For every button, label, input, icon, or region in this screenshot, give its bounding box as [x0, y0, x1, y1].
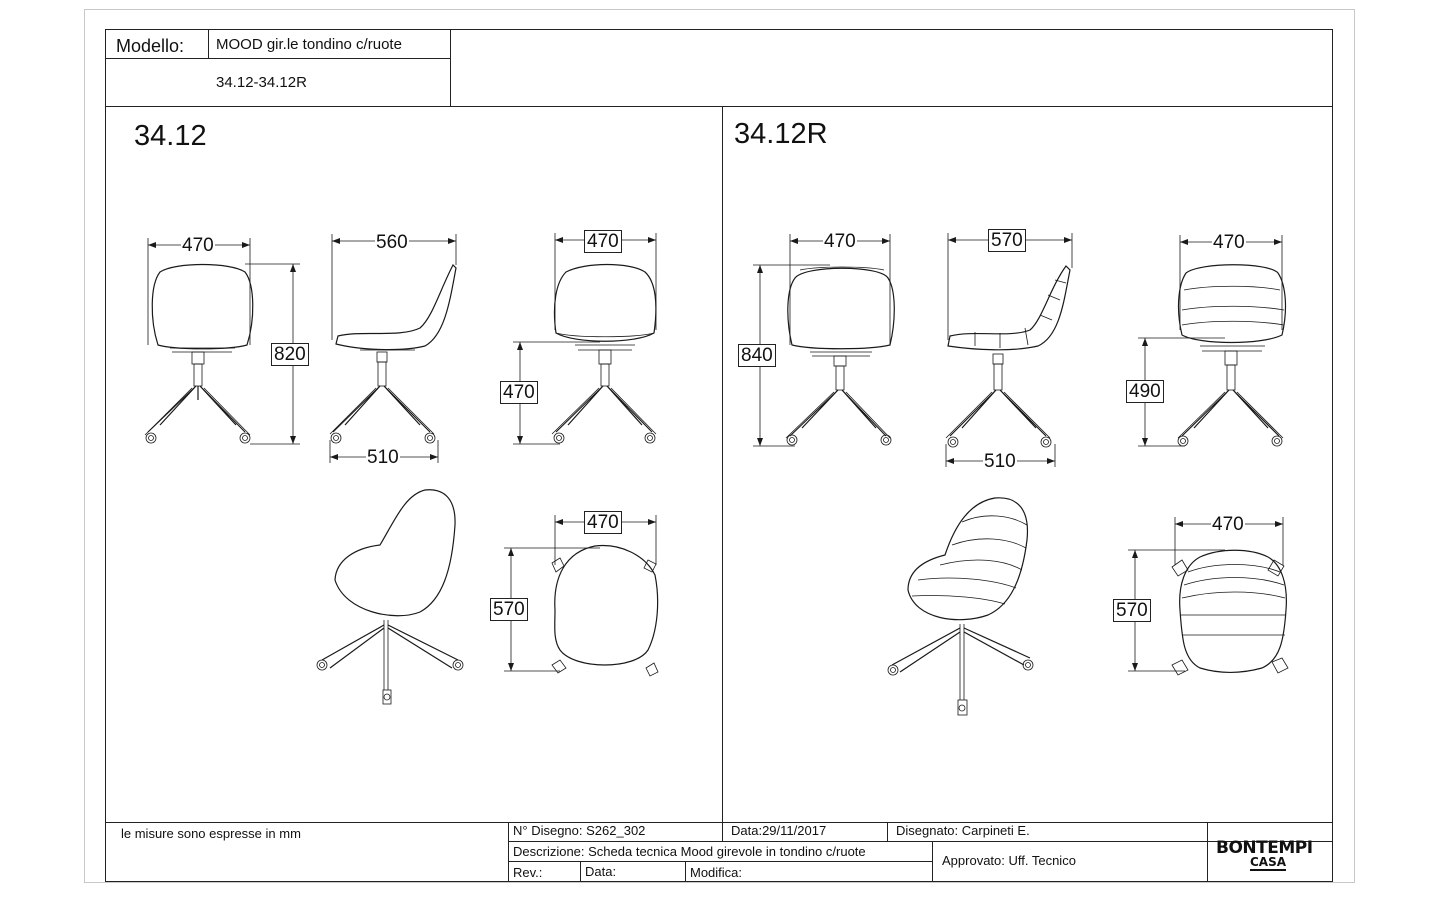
dim-back-width-2: 470 [1213, 232, 1245, 253]
dim-side-depth-1: 560 [376, 232, 408, 253]
model-name: MOOD gir.le tondino c/ruote [216, 36, 402, 53]
chair-top-view-2 [1172, 550, 1288, 675]
footer-top-line [105, 822, 1333, 823]
dim-front-width-2: 470 [824, 231, 856, 252]
model-label: Modello: [116, 36, 185, 56]
footer-divider [887, 822, 888, 841]
footer-divider [580, 861, 581, 882]
dim-seat-height-1: 470 [500, 381, 538, 404]
description: Descrizione: Scheda tecnica Mood girevole in tondino c/ruote [513, 844, 866, 859]
drawing-date: Data:29/11/2017 [731, 823, 827, 838]
chair-side-view-2 [946, 266, 1070, 447]
dim-top-depth-1: 570 [490, 598, 528, 621]
model-codes: 34.12-34.12R [216, 74, 307, 91]
chair-perspective-view-2 [888, 498, 1033, 715]
footer-divider [508, 822, 509, 882]
dim-height-2: 840 [738, 344, 776, 367]
brand-logo [1212, 836, 1330, 876]
dim-top-depth-2: 570 [1113, 599, 1151, 622]
footer-divider [508, 861, 932, 862]
rev-date-label: Data: [585, 864, 617, 879]
footer-divider [685, 861, 686, 882]
dim-front-width-1: 470 [182, 235, 214, 256]
chair-perspective-view-1 [317, 490, 463, 704]
chair-front-view-2 [786, 267, 894, 445]
approved-by: Approvato: Uff. Tecnico [942, 853, 1076, 868]
dim-side-depth-2: 570 [988, 229, 1026, 252]
chair-side-view-1 [330, 265, 456, 443]
rev-label: Rev.: [513, 865, 543, 880]
brand-sub: CASA [1250, 856, 1286, 871]
dim-top-width-2: 470 [1212, 514, 1244, 535]
brand-name: BONTEMPI [1216, 838, 1313, 858]
footer-divider [1207, 822, 1208, 882]
modification-label: Modifica: [690, 865, 743, 880]
drawn-by: Disegnato: Carpineti E. [896, 823, 1030, 838]
variant-code-2: 34.12R [734, 118, 828, 150]
chair-front-view-1 [145, 265, 253, 444]
chair-back-view-1 [552, 265, 656, 444]
drawing-number: N° Disegno: S262_302 [513, 823, 646, 838]
dim-top-width-1: 470 [584, 511, 622, 534]
variant-code-1: 34.12 [134, 120, 207, 152]
chair-top-view-1 [552, 546, 658, 676]
dim-back-width-1: 470 [584, 230, 622, 253]
units-note: le misure sono espresse in mm [121, 826, 301, 841]
dim-height-1: 820 [271, 343, 309, 366]
footer-divider [508, 841, 1333, 842]
dim-base-width-2: 510 [984, 451, 1016, 472]
footer-divider [722, 822, 723, 841]
dim-seat-height-2: 490 [1126, 380, 1164, 403]
footer-divider [932, 841, 933, 882]
chair-back-view-2 [1178, 265, 1285, 446]
dim-base-width-1: 510 [367, 447, 399, 468]
